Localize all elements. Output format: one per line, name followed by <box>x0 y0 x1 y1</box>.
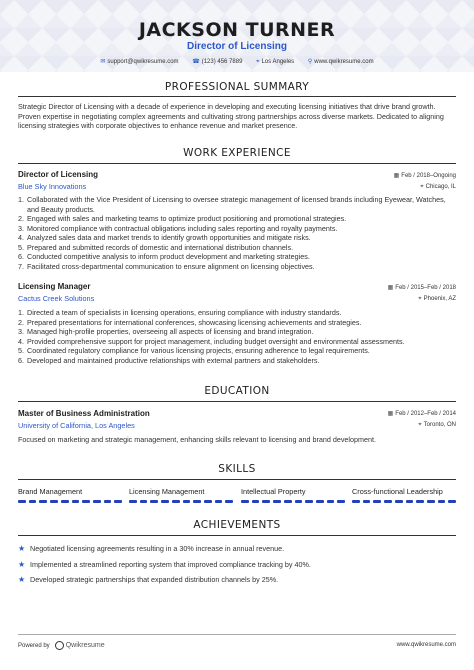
candidate-name: JACKSON TURNER <box>138 19 336 41</box>
skills-heading: SKILLS <box>218 463 256 475</box>
education-heading: EDUCATION <box>204 385 270 397</box>
list-item: 6. Conducted competitive analysis to inform product development and marketing strategies. <box>18 252 310 261</box>
skill-level-segment <box>129 500 137 503</box>
contact-location: ⌖ Los Angeles <box>256 59 295 65</box>
list-item: 4. Analyzed sales data and market trends to identify growth opportunities and mitigate risks. <box>18 233 311 242</box>
list-item: 5. Prepared and submitted records of domestic and international distribution channels. <box>18 242 294 252</box>
skill-level-segment <box>18 500 26 503</box>
skill-level-segment <box>215 500 223 503</box>
skill-level-segment <box>225 500 233 503</box>
education-text: Focused on marketing and strategic management, enhancing skills relevant to licensing and brand development. <box>18 435 376 444</box>
skill-level-segment <box>416 500 424 503</box>
skills-divider <box>18 479 456 480</box>
skill-level-segment <box>252 500 260 503</box>
star-icon: ★ <box>18 560 26 569</box>
skill-level-bar <box>18 500 122 503</box>
skill-level-segment <box>438 500 446 503</box>
skill-level-segment <box>305 500 313 503</box>
skill-item <box>352 487 456 503</box>
list-item: 2. Prepared presentations for international conferences, showcasing licensing achievements and strategies. <box>18 317 362 327</box>
skill-level-segment <box>427 500 435 503</box>
education-dates: ▦ Feb / 2012–Feb / 2014 <box>387 411 456 417</box>
job-location: ⌖ Chicago, IL <box>420 184 456 190</box>
candidate-role: Director of Licensing <box>186 41 287 52</box>
skill-level-segment <box>183 500 191 503</box>
skill-level-segment <box>193 500 201 503</box>
pin-icon: ⌖ <box>420 184 424 190</box>
list-item: 2. Engaged with sales and marketing teams to optimize product positioning and promotional strategies. <box>18 214 347 223</box>
footer-powered-by: Powered by Qwikresume <box>18 642 105 650</box>
list-item: 3. Managed high-profile properties, overseeing all aspects of licensing and brand integration. <box>18 327 314 336</box>
skill-level-segment <box>337 500 345 503</box>
list-item: ★ Implemented a streamlined reporting system that improved compliance tracking by 40%. <box>18 560 311 569</box>
list-item: 1. Directed a team of specialists in licensing operations, ensuring compliance with industry standards. <box>18 308 342 317</box>
skill-level-segment <box>448 500 456 503</box>
link-icon: ⚲ <box>307 59 313 65</box>
contact-phone[interactable]: ☎ (123) 456 7889 <box>192 59 243 65</box>
skill-name: Licensing Management <box>129 487 205 496</box>
skill-level-segment <box>50 500 58 503</box>
job-bullets <box>18 308 458 365</box>
footer-divider <box>18 634 456 635</box>
skill-level-segment <box>140 500 148 503</box>
pin-icon: ⌖ <box>418 422 422 428</box>
skill-level-segment <box>72 500 80 503</box>
contact-bar <box>0 58 474 66</box>
envelope-icon: ✉ <box>100 59 106 65</box>
skill-level-segment <box>39 500 47 503</box>
education-location: ⌖ Toronto, ON <box>418 422 456 428</box>
experience-heading: WORK EXPERIENCE <box>183 147 291 159</box>
skill-name: Brand Management <box>18 487 83 496</box>
skill-level-segment <box>295 500 303 503</box>
skill-name: Cross-functional Leadership <box>352 487 443 496</box>
star-icon: ★ <box>18 575 26 584</box>
job-company: Cactus Creek Solutions <box>18 294 95 303</box>
skill-level-segment <box>384 500 392 503</box>
list-item: 3. Monitored compliance with contractual obligations including sales reporting and royalty payments. <box>18 223 338 233</box>
skill-level-segment <box>395 500 403 503</box>
list-item: ★ Negotiated licensing agreements resulting in a 30% increase in annual revenue. <box>18 544 285 553</box>
location-icon: ⌖ <box>256 59 260 65</box>
skill-level-segment <box>114 500 122 503</box>
job-bullets <box>18 195 458 271</box>
degree-title: Master of Business Administration <box>18 409 150 418</box>
skill-level-segment <box>204 500 212 503</box>
summary-heading: PROFESSIONAL SUMMARY <box>164 81 310 93</box>
list-item: 4. Provided comprehensive support for project management, including budget oversight and environmental assessments. <box>18 336 405 346</box>
list-item: 7. Facilitated cross-departmental communication to ensure alignment on licensing objectives. <box>18 261 315 271</box>
skill-level-segment <box>262 500 270 503</box>
skill-level-segment <box>352 500 360 503</box>
star-icon: ★ <box>18 544 26 553</box>
list-item: ★ Developed strategic partnerships that expanded distribution channels by 25%. <box>18 575 279 584</box>
footer-link[interactable]: www.qwikresume.com <box>396 642 456 648</box>
list-item: 5. Coordinated regulatory compliance for various licensing projects, ensuring adherence to legal requirements. <box>18 346 370 355</box>
skill-level-bar <box>352 500 456 503</box>
contact-website[interactable]: ⚲ www.qwikresume.com <box>307 59 374 65</box>
skill-level-segment <box>29 500 37 503</box>
skill-level-segment <box>150 500 158 503</box>
calendar-icon: ▦ <box>387 285 394 291</box>
school-name: University of California, Los Angeles <box>18 421 135 430</box>
skill-item <box>18 487 122 503</box>
education-divider <box>18 401 456 402</box>
skill-level-segment <box>273 500 281 503</box>
skill-name: Intellectual Property <box>241 487 306 496</box>
skill-item <box>129 487 233 503</box>
job-dates: ▦ Feb / 2015–Feb / 2018 <box>387 285 456 291</box>
job-company: Blue Sky Innovations <box>18 182 87 191</box>
phone-icon: ☎ <box>192 59 200 65</box>
job-location: ⌖ Phoenix, AZ <box>418 296 456 302</box>
skill-level-bar <box>241 500 345 503</box>
contact-email[interactable]: ✉ support@qwikresume.com <box>100 59 179 65</box>
achievements-heading: ACHIEVEMENTS <box>193 519 281 531</box>
experience-divider <box>18 163 456 164</box>
job-title: Director of Licensing <box>18 170 99 179</box>
calendar-icon: ▦ <box>387 411 394 417</box>
calendar-icon: ▦ <box>393 173 400 179</box>
pin-icon: ⌖ <box>418 296 422 302</box>
skill-level-segment <box>316 500 324 503</box>
skill-level-segment <box>93 500 101 503</box>
skill-level-segment <box>241 500 249 503</box>
skill-level-segment <box>172 500 180 503</box>
job-dates: ▦ Feb / 2018–Ongoing <box>393 173 456 179</box>
qwikresume-logo-icon <box>55 641 64 650</box>
skill-level-segment <box>373 500 381 503</box>
skill-level-segment <box>161 500 169 503</box>
skill-level-segment <box>363 500 371 503</box>
skill-level-segment <box>327 500 335 503</box>
skill-level-segment <box>82 500 90 503</box>
summary-text: Strategic Director of Licensing with a decade of experience in developing and executing licensing initiatives that drive brand growth. Proven expertise in negotiating complex agreements and cultivating strong partnerships across diverse markets. Dedicated to aligning licensing strategies with corporate objectives to enhance revenue and market presence. <box>18 102 444 130</box>
list-item: 1. Collaborated with the Vice President of Licensing to oversee strategic management of licensed brands including Eyewear, Watches, and Beauty products. <box>18 195 446 214</box>
summary-divider <box>18 96 456 97</box>
skill-level-segment <box>406 500 414 503</box>
skill-level-bar <box>129 500 233 503</box>
skill-item <box>241 487 345 503</box>
skill-level-segment <box>61 500 69 503</box>
skill-level-segment <box>284 500 292 503</box>
job-title: Licensing Manager <box>18 282 91 291</box>
list-item: 6. Developed and maintained productive relationships with external partners and stakeholders. <box>18 355 320 365</box>
skill-level-segment <box>104 500 112 503</box>
achievements-divider <box>18 535 456 536</box>
